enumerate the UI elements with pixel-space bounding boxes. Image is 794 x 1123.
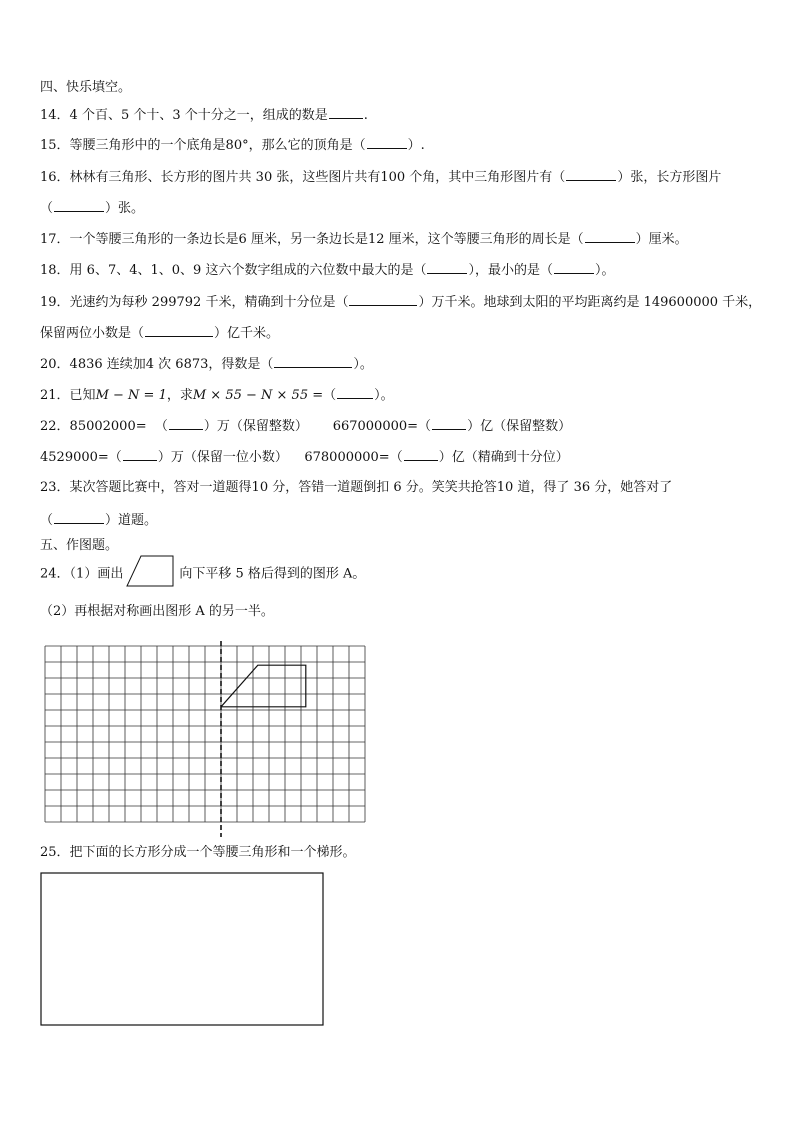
q15-answer-blank[interactable] bbox=[367, 136, 407, 149]
q21-mid: ，求 bbox=[166, 388, 193, 403]
section-5-heading: 五、作图题。 bbox=[40, 538, 119, 553]
q20-end: ）。 bbox=[353, 357, 373, 372]
q22a-close: ）万（保留整数） bbox=[203, 419, 308, 434]
q21-text: 已知 bbox=[69, 388, 96, 403]
question-18 bbox=[40, 261, 614, 279]
q18-answer-blank-max[interactable] bbox=[427, 261, 467, 274]
q22d-answer-blank[interactable] bbox=[404, 448, 438, 461]
question-24-part-2: （2）再根据对称画出图形 A 的另一半。 bbox=[40, 604, 274, 619]
q19-text-2: ）万千米。地球到太阳的平均距离约是 149600000 千米， bbox=[418, 295, 762, 310]
q16-open: （ bbox=[40, 201, 54, 216]
parallelogram-shape bbox=[123, 566, 179, 582]
q22d-close: ）亿（精确到十分位） bbox=[438, 450, 569, 465]
q21-open: （ bbox=[323, 388, 337, 403]
q22c-value: 4529000= bbox=[40, 450, 109, 465]
q18-mid: ），最小的是（ bbox=[468, 263, 553, 278]
q22c-answer-blank[interactable] bbox=[123, 448, 157, 461]
q22a-value: 85002000= bbox=[69, 419, 147, 434]
q16-answer-blank-2[interactable] bbox=[54, 199, 104, 212]
q14-answer-blank[interactable] bbox=[329, 106, 363, 119]
q22b-answer-blank[interactable] bbox=[432, 417, 466, 430]
q16-text-2: ）张，长方形图片 bbox=[617, 170, 722, 185]
q22b-open: （ bbox=[418, 419, 432, 434]
q17-text: 一个等腰三角形的一条边长是6 厘米，另一条边长是12 厘米，这个等腰三角形的周长是（ bbox=[69, 232, 584, 247]
question-23-line-2 bbox=[40, 511, 157, 529]
q19-open: 保留两位小数是（ bbox=[40, 326, 145, 341]
q18-answer-blank-min[interactable] bbox=[554, 261, 594, 274]
half-figure bbox=[221, 665, 306, 707]
q14-end: . bbox=[363, 108, 368, 123]
question-19-line-2 bbox=[40, 324, 279, 342]
question-16-line-2 bbox=[40, 199, 144, 217]
q14-text: 4 个百、5 个十、3 个十分之一，组成的数是 bbox=[69, 108, 328, 123]
question-23 bbox=[40, 480, 672, 496]
q19-answer-blank-2[interactable] bbox=[145, 324, 213, 337]
q22-number: 22． bbox=[40, 419, 70, 434]
q22a-answer-blank[interactable] bbox=[169, 417, 203, 430]
q17-number: 17． bbox=[40, 232, 70, 247]
q14-number: 14． bbox=[40, 108, 70, 123]
question-22 bbox=[40, 417, 571, 435]
rectangle-to-divide[interactable] bbox=[40, 872, 326, 1028]
section-4-heading: 四、快乐填空。 bbox=[40, 80, 132, 95]
q17-end: ）厘米。 bbox=[635, 232, 688, 247]
q21-number: 21． bbox=[40, 388, 70, 403]
q23-text: 某次答题比赛中，答对一道题得10 分，答错一道题倒扣 6 分。笑笑共抢答10 道，得了 36 分，她答对了 bbox=[69, 480, 673, 495]
q25-text: 把下面的长方形分成一个等腰三角形和一个梯形。 bbox=[69, 845, 356, 860]
q20-answer-blank[interactable] bbox=[274, 355, 352, 368]
q16-answer-blank-1[interactable] bbox=[566, 168, 616, 181]
question-14 bbox=[40, 106, 368, 124]
q19-answer-blank-1[interactable] bbox=[349, 293, 417, 306]
question-24-part-1 bbox=[40, 566, 365, 583]
q15-number: 15． bbox=[40, 138, 70, 153]
question-20 bbox=[40, 355, 373, 373]
q23-open: （ bbox=[40, 513, 54, 528]
q17-answer-blank[interactable] bbox=[585, 230, 635, 243]
q19-number: 19． bbox=[40, 295, 70, 310]
q22c-close: ）万（保留一位小数） bbox=[157, 450, 288, 465]
q15-end: ）. bbox=[407, 138, 425, 153]
q20-text: 4836 连续加4 次 6873，得数是（ bbox=[69, 357, 274, 372]
question-22-line-2 bbox=[40, 448, 569, 466]
q23-end: ）道题。 bbox=[105, 513, 158, 528]
q18-number: 18． bbox=[40, 263, 70, 278]
q22d-open: （ bbox=[389, 450, 403, 465]
q19-text: 光速约为每秒 299792 千米，精确到十分位是（ bbox=[69, 295, 349, 310]
q22a-open: （ bbox=[154, 419, 168, 434]
q23-number: 23． bbox=[40, 480, 70, 495]
q22c-open: （ bbox=[108, 450, 122, 465]
q25-number: 25． bbox=[40, 845, 70, 860]
q22d-value: 678000000= bbox=[304, 450, 390, 465]
q24-part1-suffix: 向下平移 5 格后得到的图形 A。 bbox=[179, 566, 366, 582]
question-16 bbox=[40, 168, 721, 186]
q21-expression-1: M − N = 1 bbox=[95, 388, 167, 403]
question-15 bbox=[40, 136, 425, 154]
question-17 bbox=[40, 230, 688, 248]
q16-text: 林林有三角形、长方形的图片共 30 张，这些图片共有100 个角，其中三角形图片有（ bbox=[69, 170, 566, 185]
q23-answer-blank[interactable] bbox=[54, 511, 104, 524]
q22b-close: ）亿（保留整数） bbox=[467, 419, 572, 434]
question-21 bbox=[40, 386, 394, 404]
q16-end: ）张。 bbox=[105, 201, 145, 216]
q16-number: 16． bbox=[40, 170, 70, 185]
q18-end: ）。 bbox=[594, 263, 615, 278]
q22b-value: 667000000= bbox=[332, 419, 419, 434]
q15-text: 等腰三角形中的一个底角是80°，那么它的顶角是（ bbox=[69, 138, 366, 153]
q21-end: ）。 bbox=[374, 388, 394, 403]
q20-number: 20． bbox=[40, 357, 70, 372]
q24-part1-prefix: （1）画出 bbox=[69, 566, 124, 582]
q21-answer-blank[interactable] bbox=[337, 386, 373, 399]
q24-number: 24． bbox=[40, 566, 70, 582]
parallelogram-svg bbox=[123, 554, 179, 590]
q18-text: 用 6、7、4、1、0、9 这六个数字组成的六位数中最大的是（ bbox=[69, 263, 427, 278]
question-25 bbox=[40, 845, 356, 861]
question-19 bbox=[40, 293, 761, 311]
drawing-grid[interactable] bbox=[44, 645, 366, 816]
q19-end: ）亿千米。 bbox=[214, 326, 280, 341]
q21-expression-2: M × 55 − N × 55 = bbox=[192, 388, 324, 403]
